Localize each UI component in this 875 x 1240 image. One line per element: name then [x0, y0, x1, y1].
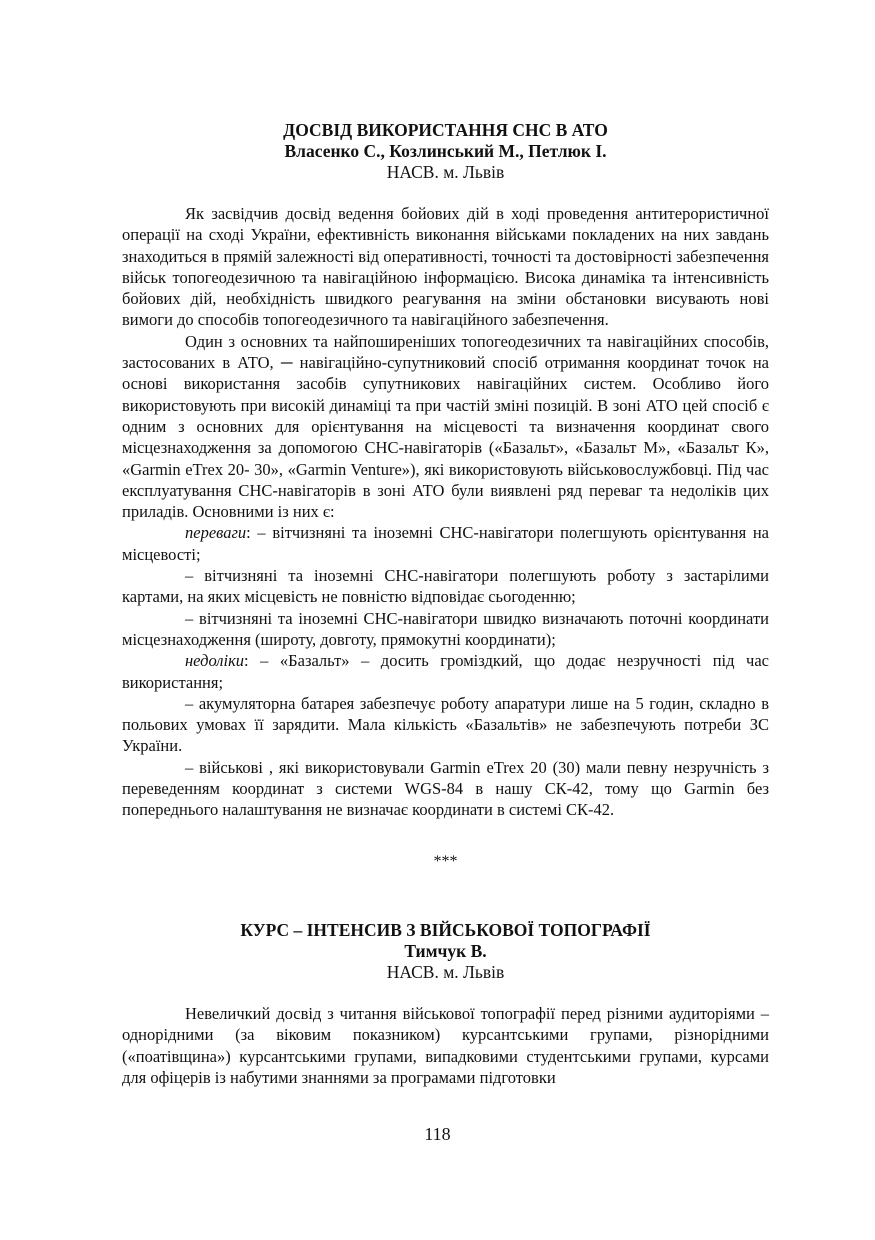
article-2-paragraph-1: Невеличкий досвід з читання військової топографії перед різними аудиторіями – однорідними (за віковим показником) курсантськими групами, різнорідними («поатівщина») курсантськими групами, випадковими студентськими групами, курсами для офіцерів із набутими знаннями за програмами підготовки [122, 1004, 769, 1087]
disadvantages-label: недоліки [185, 651, 245, 671]
page-number: 118 [424, 1124, 451, 1144]
article-2-header [122, 920, 769, 983]
disadvantages-item-2: – акумуляторна батарея забезпечує роботу апаратури лише на 5 годин, складно в польових умовах її зарядити. Мала кількість «Базальтів» не забезпечують потреби ЗС України. [122, 693, 769, 756]
disadvantages-item-1-text: : – «Базальт» – досить громіздкий, що додає незручності під час використання; [122, 651, 769, 692]
advantages-item-2: – вітчизняні та іноземні СНС-навігатори полегшують роботу з застарілими картами, на яких місцевість не повністю відповідає сьогоденню; [122, 566, 769, 607]
article-1-paragraph-2: Один з основних та найпоширеніших топогеодезичних та навігаційних способів, застосованих в АТО, ─ навігаційно-супутниковий спосіб отримання координат точок на основі використання засобів супутникових навігаційних систем. Особливо його використовують при високій динаміці та при частій зміні позицій. В зоні АТО цей спосіб є одним з основних для орієнтування на місцевості та визначення координат свого місцезнаходження за допомогою СНС-навігаторів («Базальт», «Базальт М», «Базальт К», «Garmin eTrex 20- 30», «Garmin Venture»), які використовують військовослужбовці. Під час експлуатування СНС-навігаторів в зоні АТО були виявлені ряд переваг та недоліків цих приладів. Основними із них є: [122, 331, 769, 522]
article-2-title: КУРС – ІНТЕНСИВ З ВІЙСЬКОВОЇ ТОПОГРАФІЇ [240, 920, 651, 940]
article-2-authors: Тимчук В. [404, 941, 487, 961]
advantages-item-1 [122, 522, 769, 565]
separator-block [122, 853, 769, 871]
advantages-label: переваги [185, 523, 247, 543]
article-1-title: ДОСВІД ВИКОРИСТАННЯ СНС В АТО [283, 120, 608, 140]
disadvantages-item-1 [122, 650, 769, 693]
article-1-affiliation: НАСВ. м. Львів [386, 162, 505, 182]
article-1-paragraph-1: Як засвідчив досвід ведення бойових дій в ході проведення антитерористичної операції на сході України, ефективність виконання військами покладених на них завдань знаходиться в прямій залежності від оперативності, точності та достовірності забезпечення військ топогеодезичною та навігаційною інформацією. Висока динаміка та інтенсивність бойових дій, необхідність швидкого реагування на зміни обстановки висувають нові вимоги до способів топогеодезичного та навігаційного забезпечення. [122, 204, 769, 330]
article-2-body [122, 1003, 769, 1088]
article-1-body [122, 203, 769, 821]
article-1-authors: Власенко С., Козлинський М., Петлюк І. [284, 141, 607, 161]
article-1-header [122, 120, 769, 183]
advantages-item-1-text: : – вітчизняні та іноземні СНС-навігатори полегшують орієнтування на місцевості; [122, 523, 769, 564]
article-2-affiliation: НАСВ. м. Львів [386, 962, 505, 982]
disadvantages-item-3: – військові , які використовували Garmin eTrex 20 (30) мали певну незручність з переведенням координат з системи WGS-84 в нашу СК-42, тому що Garmin без попереднього налаштування не визначає координати в системі СК-42. [122, 757, 769, 820]
section-separator: *** [433, 853, 458, 870]
advantages-item-3: – вітчизняні та іноземні СНС-навігатори швидко визначають поточні координати місцезнаходження (широту, довготу, прямокутні координати); [122, 608, 769, 649]
